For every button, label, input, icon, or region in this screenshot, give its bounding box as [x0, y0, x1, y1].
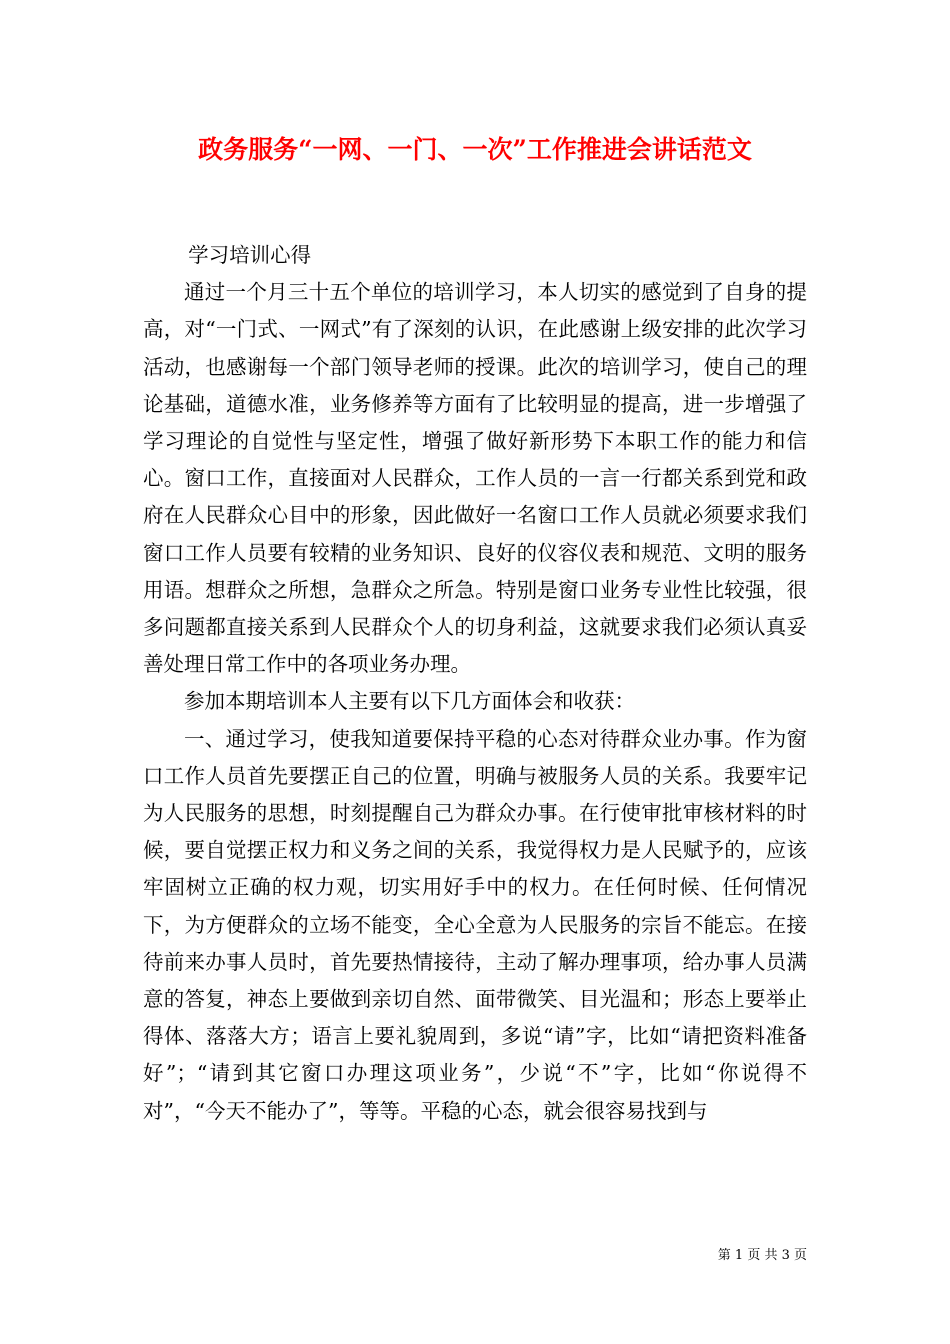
document-title: 政务服务“一网、一门、一次”工作推进会讲话范文 — [198, 135, 752, 164]
paragraph-1: 通过一个月三十五个单位的培训学习，本人切实的感觉到了自身的提高，对“一门式、一网式”有了深刻的认识，在此感谢上级安排的此次学习活动，也感谢每一个部门领导老师的授课。此次的培训学习，使自己的理论基础，道德水准，业务修养等方面有了比较明显的提高，进一步增强了学习理论的自觉性与坚定性，增强了做好新形势下本职工作的能力和信心。窗口工作，直接面对人民群众，工作人员的一言一行都关系到党和政府在人民群众心目中的形象，因此做好一名窗口工作人员就必须要求我们窗口工作人员要有较精的业务知识、良好的仪容仪表和规范、文明的服务用语。想群众之所想，急群众之所急。特别是窗口业务专业性比较强，很多问题都直接关系到人民群众个人的切身利益，这就要求我们必须认真妥善处理日常工作中的各项业务办理。 — [143, 280, 807, 677]
paragraph-2: 参加本期培训本人主要有以下几方面体会和收获： — [184, 689, 635, 714]
page-number: 第 1 页 共 3 页 — [717, 1248, 807, 1263]
paragraph-3: 一、通过学习，使我知道要保持平稳的心态对待群众业办事。作为窗口工作人员首先要摆正自己的位置，明确与被服务人员的关系。我要牢记为人民服务的思想，时刻提醒自己为群众办事。在行使审批审核材料的时候，要自觉摆正权力和义务之间的关系，我觉得权力是人民赋予的，应该牢固树立正确的权力观，切实用好手中的权力。在任何时候、任何情况下，为方便群众的立场不能变，全心全意为人民服务的宗旨不能忘。在接待前来办事人员时，首先要热情接待，主动了解办理事项，给办事人员满意的答复，神态上要做到亲切自然、面带微笑、目光温和；形态上要举止得体、落落大方；语言上要礼貌周到，多说“请”字，比如“请把资料准备好”；“请到其它窗口办理这项业务”，少说“不”字，比如“你说得不对”，“今天不能办了”，等等。平稳的心态，就会很容易找到与 — [143, 726, 807, 1123]
subheading: 学习培训心得 — [188, 243, 312, 267]
document-body — [143, 237, 807, 1130]
